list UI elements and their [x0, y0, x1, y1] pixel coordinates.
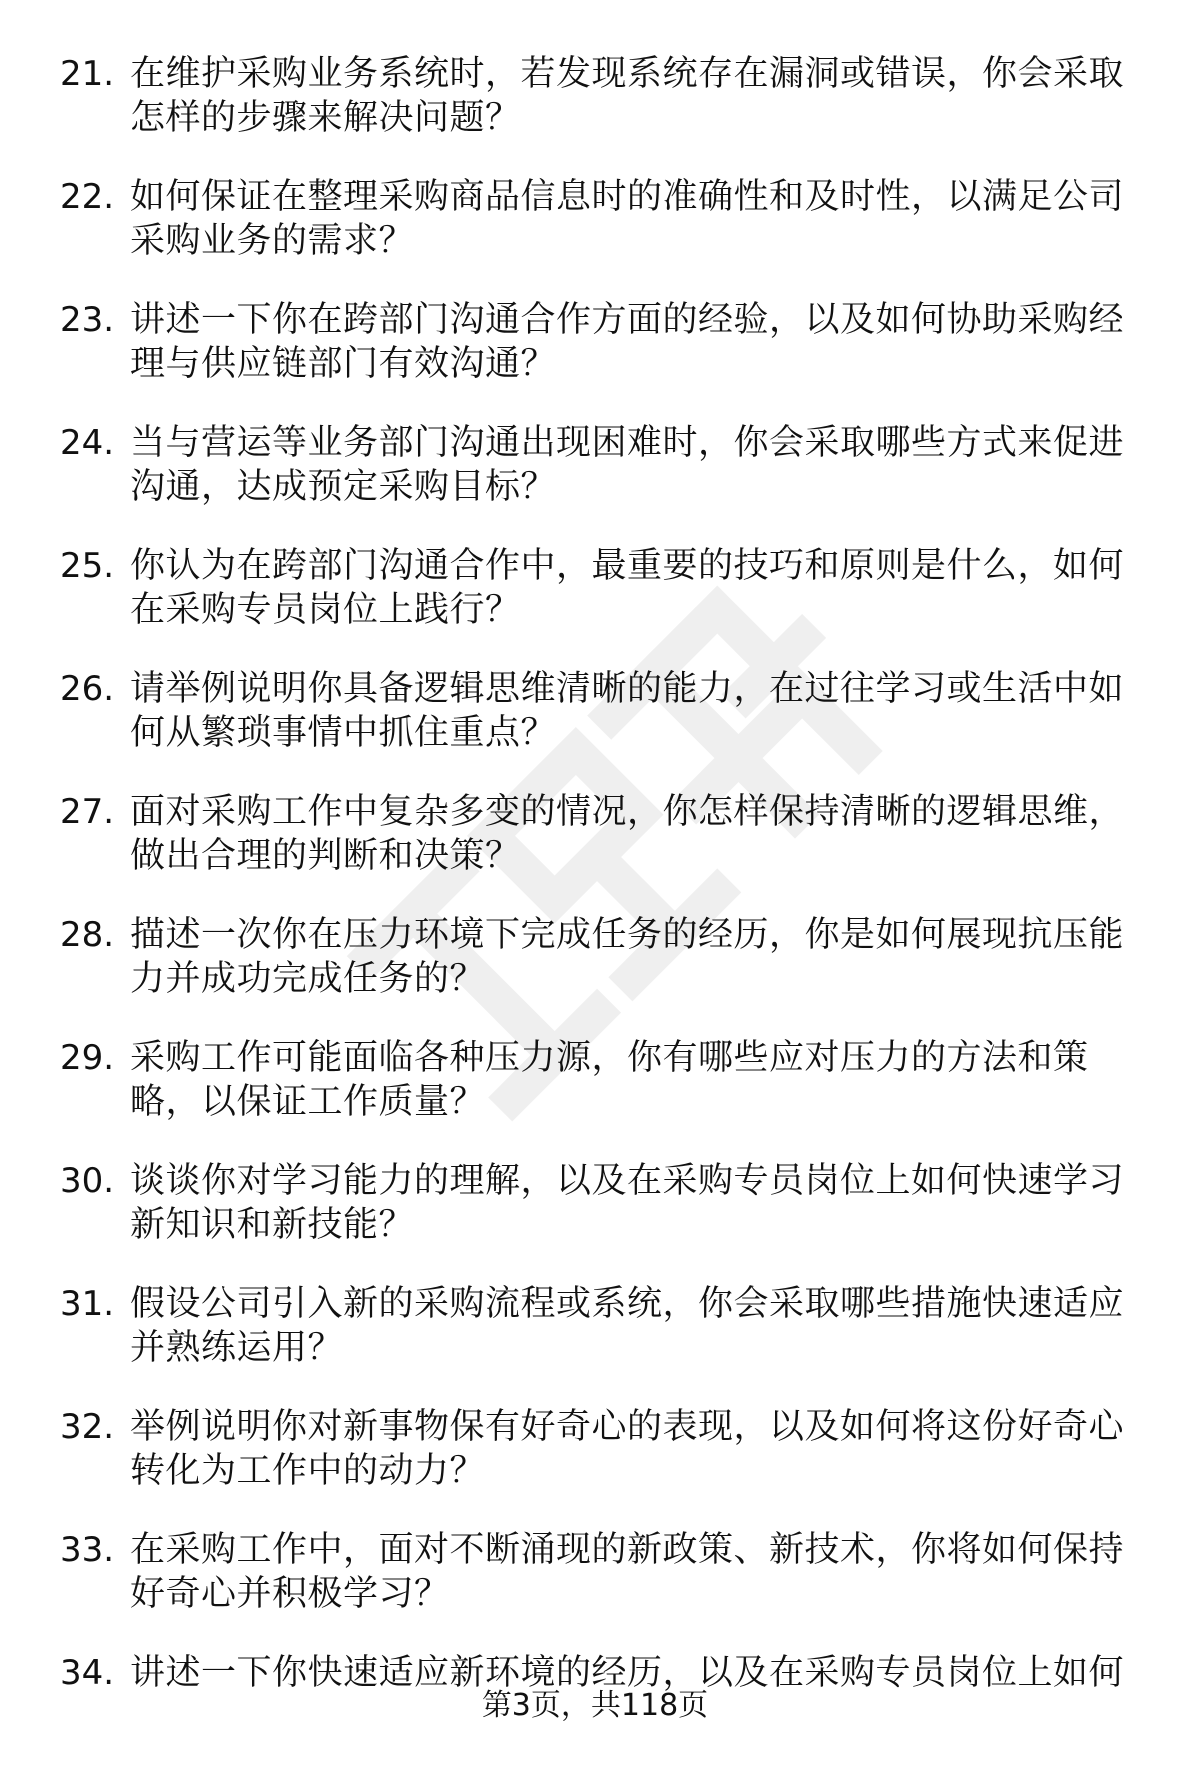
question-number: 33.: [60, 1530, 115, 1570]
question-item-23: [60, 298, 1140, 421]
question-number: 29.: [60, 1038, 115, 1078]
question-text: 在采购工作中，面对不断涌现的新政策、新技术，你将如何保持好奇心并积极学习？: [130, 1530, 1125, 1614]
question-text: 假设公司引入新的采购流程或系统，你会采取哪些措施快速适应并熟练运用？: [130, 1284, 1125, 1368]
question-text: 描述一次你在压力环境下完成任务的经历，你是如何展现抗压能力并成功完成任务的？: [130, 915, 1125, 999]
question-text: 谈谈你对学习能力的理解，以及在采购专员岗位上如何快速学习新知识和新技能？: [130, 1161, 1125, 1245]
question-item-22: [60, 175, 1140, 298]
question-item-27: [60, 790, 1140, 913]
page-footer: 第3页，共118页: [481, 1688, 709, 1723]
question-number: 21.: [60, 54, 115, 94]
question-item-21: [60, 52, 1140, 175]
question-text: 讲述一下你在跨部门沟通合作方面的经验，以及如何协助采购经理与供应链部门有效沟通？: [130, 300, 1125, 384]
question-number: 32.: [60, 1407, 115, 1447]
question-item-24: [60, 421, 1140, 544]
question-number: 27.: [60, 792, 115, 832]
question-item-28: [60, 913, 1140, 1036]
question-number: 26.: [60, 669, 115, 709]
question-item-25: [60, 544, 1140, 667]
question-item-31: [60, 1282, 1140, 1405]
question-text: 面对采购工作中复杂多变的情况，你怎样保持清晰的逻辑思维，做出合理的判断和决策？: [130, 792, 1125, 876]
question-item-26: [60, 667, 1140, 790]
question-number: 25.: [60, 546, 115, 586]
question-text: 如何保证在整理采购商品信息时的准确性和及时性，以满足公司采购业务的需求？: [130, 177, 1125, 261]
question-text: 举例说明你对新事物保有好奇心的表现，以及如何将这份好奇心转化为工作中的动力？: [130, 1407, 1125, 1491]
question-list: [60, 52, 1140, 1774]
question-number: 24.: [60, 423, 115, 463]
question-text: 你认为在跨部门沟通合作中，最重要的技巧和原则是什么，如何在采购专员岗位上践行？: [130, 546, 1125, 630]
question-text: 讲述一下你快速适应新环境的经历，以及在采购专员岗位上如何: [130, 1653, 1125, 1693]
question-number: 34.: [60, 1653, 115, 1693]
question-number: 23.: [60, 300, 115, 340]
question-text: 在维护采购业务系统时，若发现系统存在漏洞或错误，你会采取怎样的步骤来解决问题？: [130, 54, 1125, 138]
question-number: 30.: [60, 1161, 115, 1201]
question-item-33: [60, 1528, 1140, 1651]
question-item-30: [60, 1159, 1140, 1282]
question-text: 采购工作可能面临各种压力源，你有哪些应对压力的方法和策略，以保证工作质量？: [130, 1038, 1089, 1122]
question-item-29: [60, 1036, 1140, 1159]
question-number: 22.: [60, 177, 115, 217]
question-text: 当与营运等业务部门沟通出现困难时，你会采取哪些方式来促进沟通，达成预定采购目标？: [130, 423, 1125, 507]
question-item-32: [60, 1405, 1140, 1528]
question-number: 31.: [60, 1284, 115, 1324]
question-text: 请举例说明你具备逻辑思维清晰的能力，在过往学习或生活中如何从繁琐事情中抓住重点？: [130, 669, 1125, 753]
question-number: 28.: [60, 915, 115, 955]
